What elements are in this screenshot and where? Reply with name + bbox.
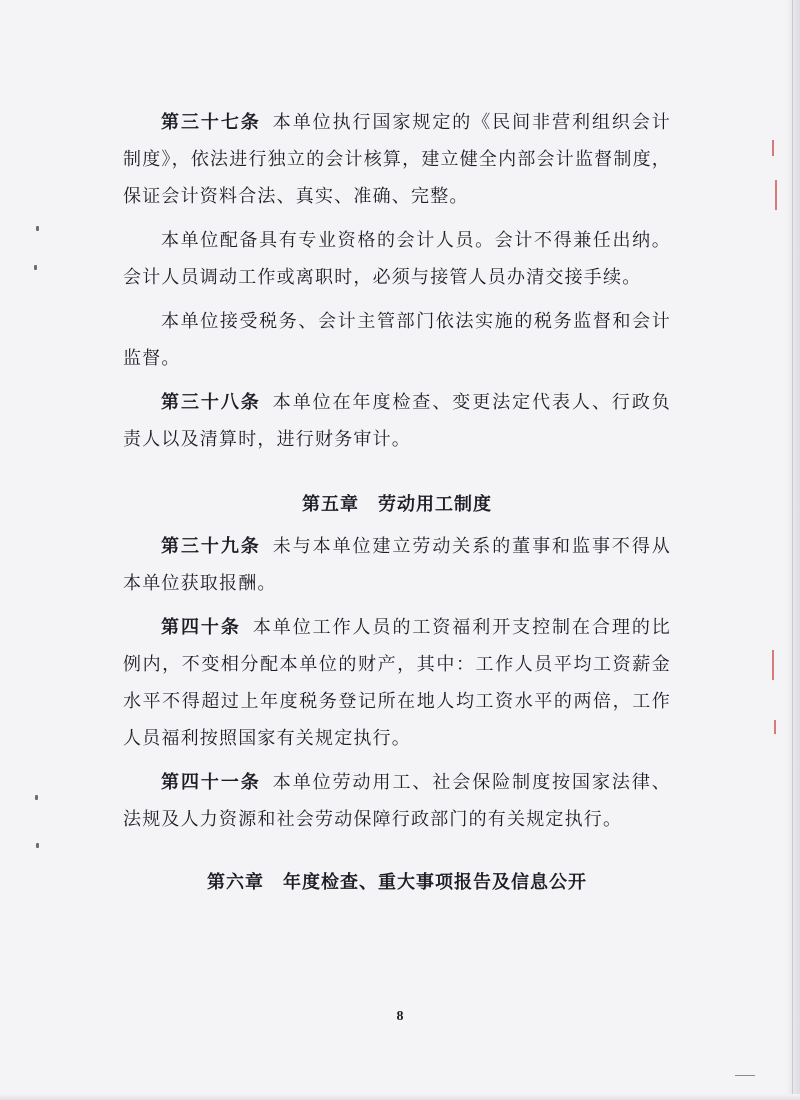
page-number: 8 xyxy=(396,1009,404,1024)
chapter-heading: 第六章 年度检查、重大事项报告及信息公开 xyxy=(207,872,587,893)
article-paragraph xyxy=(123,764,671,838)
article-paragraph xyxy=(123,609,671,757)
article-paragraph xyxy=(123,303,671,377)
page-edge-shadow xyxy=(786,0,800,1100)
article-text: 本单位接受税务、会计主管部门依法实施的税务监督和会计监督。 xyxy=(123,311,671,369)
page-edge-bottom xyxy=(0,1094,800,1100)
scan-speck xyxy=(35,795,38,800)
scan-speck xyxy=(36,843,39,848)
stamp-bleed-mark xyxy=(775,180,777,210)
article-text: 本单位劳动用工、社会保险制度按国家法律、法规及人力资源和社会劳动保障行政部门的有关规定执行。 xyxy=(123,772,671,830)
stamp-bleed-mark xyxy=(772,650,774,680)
article-text: 本单位配备具有专业资格的会计人员。会计不得兼任出纳。会计人员调动工作或离职时，必须与接管人员办清交接手续。 xyxy=(123,230,671,288)
document-body xyxy=(123,104,671,894)
article-text: 本单位执行国家规定的《民间非营利组织会计制度》，依法进行独立的会计核算，建立健全内部会计监督制度，保证会计资料合法、真实、准确、完整。 xyxy=(123,112,671,207)
article-text: 本单位在年度检查、变更法定代表人、行政负责人以及清算时，进行财务审计。 xyxy=(123,392,671,450)
article-number: 第四十条 xyxy=(161,617,241,638)
article-paragraph xyxy=(123,384,671,458)
stamp-bleed-mark xyxy=(772,140,774,156)
article-paragraph xyxy=(123,222,671,296)
article-number: 第四十一条 xyxy=(161,772,261,793)
article-number: 第三十七条 xyxy=(161,112,261,133)
stamp-bleed-mark xyxy=(774,720,776,734)
article-paragraph xyxy=(123,528,671,602)
article-number: 第三十九条 xyxy=(161,536,261,557)
scan-speck xyxy=(34,265,37,270)
article-number: 第三十八条 xyxy=(161,392,261,413)
article-text: 本单位工作人员的工资福利开支控制在合理的比例内，不变相分配本单位的财产，其中：工作人员平均工资薪金水平不得超过上年度税务登记所在地人均工资水平的两倍，工作人员福利按照国家有关规定执行。 xyxy=(123,617,671,749)
chapter-heading: 第五章 劳动用工制度 xyxy=(302,494,492,515)
article-text: 未与本单位建立劳动关系的董事和监事不得从本单位获取报酬。 xyxy=(123,536,671,594)
scan-speck xyxy=(36,226,39,231)
scan-speck xyxy=(735,1075,755,1076)
article-paragraph xyxy=(123,104,671,215)
